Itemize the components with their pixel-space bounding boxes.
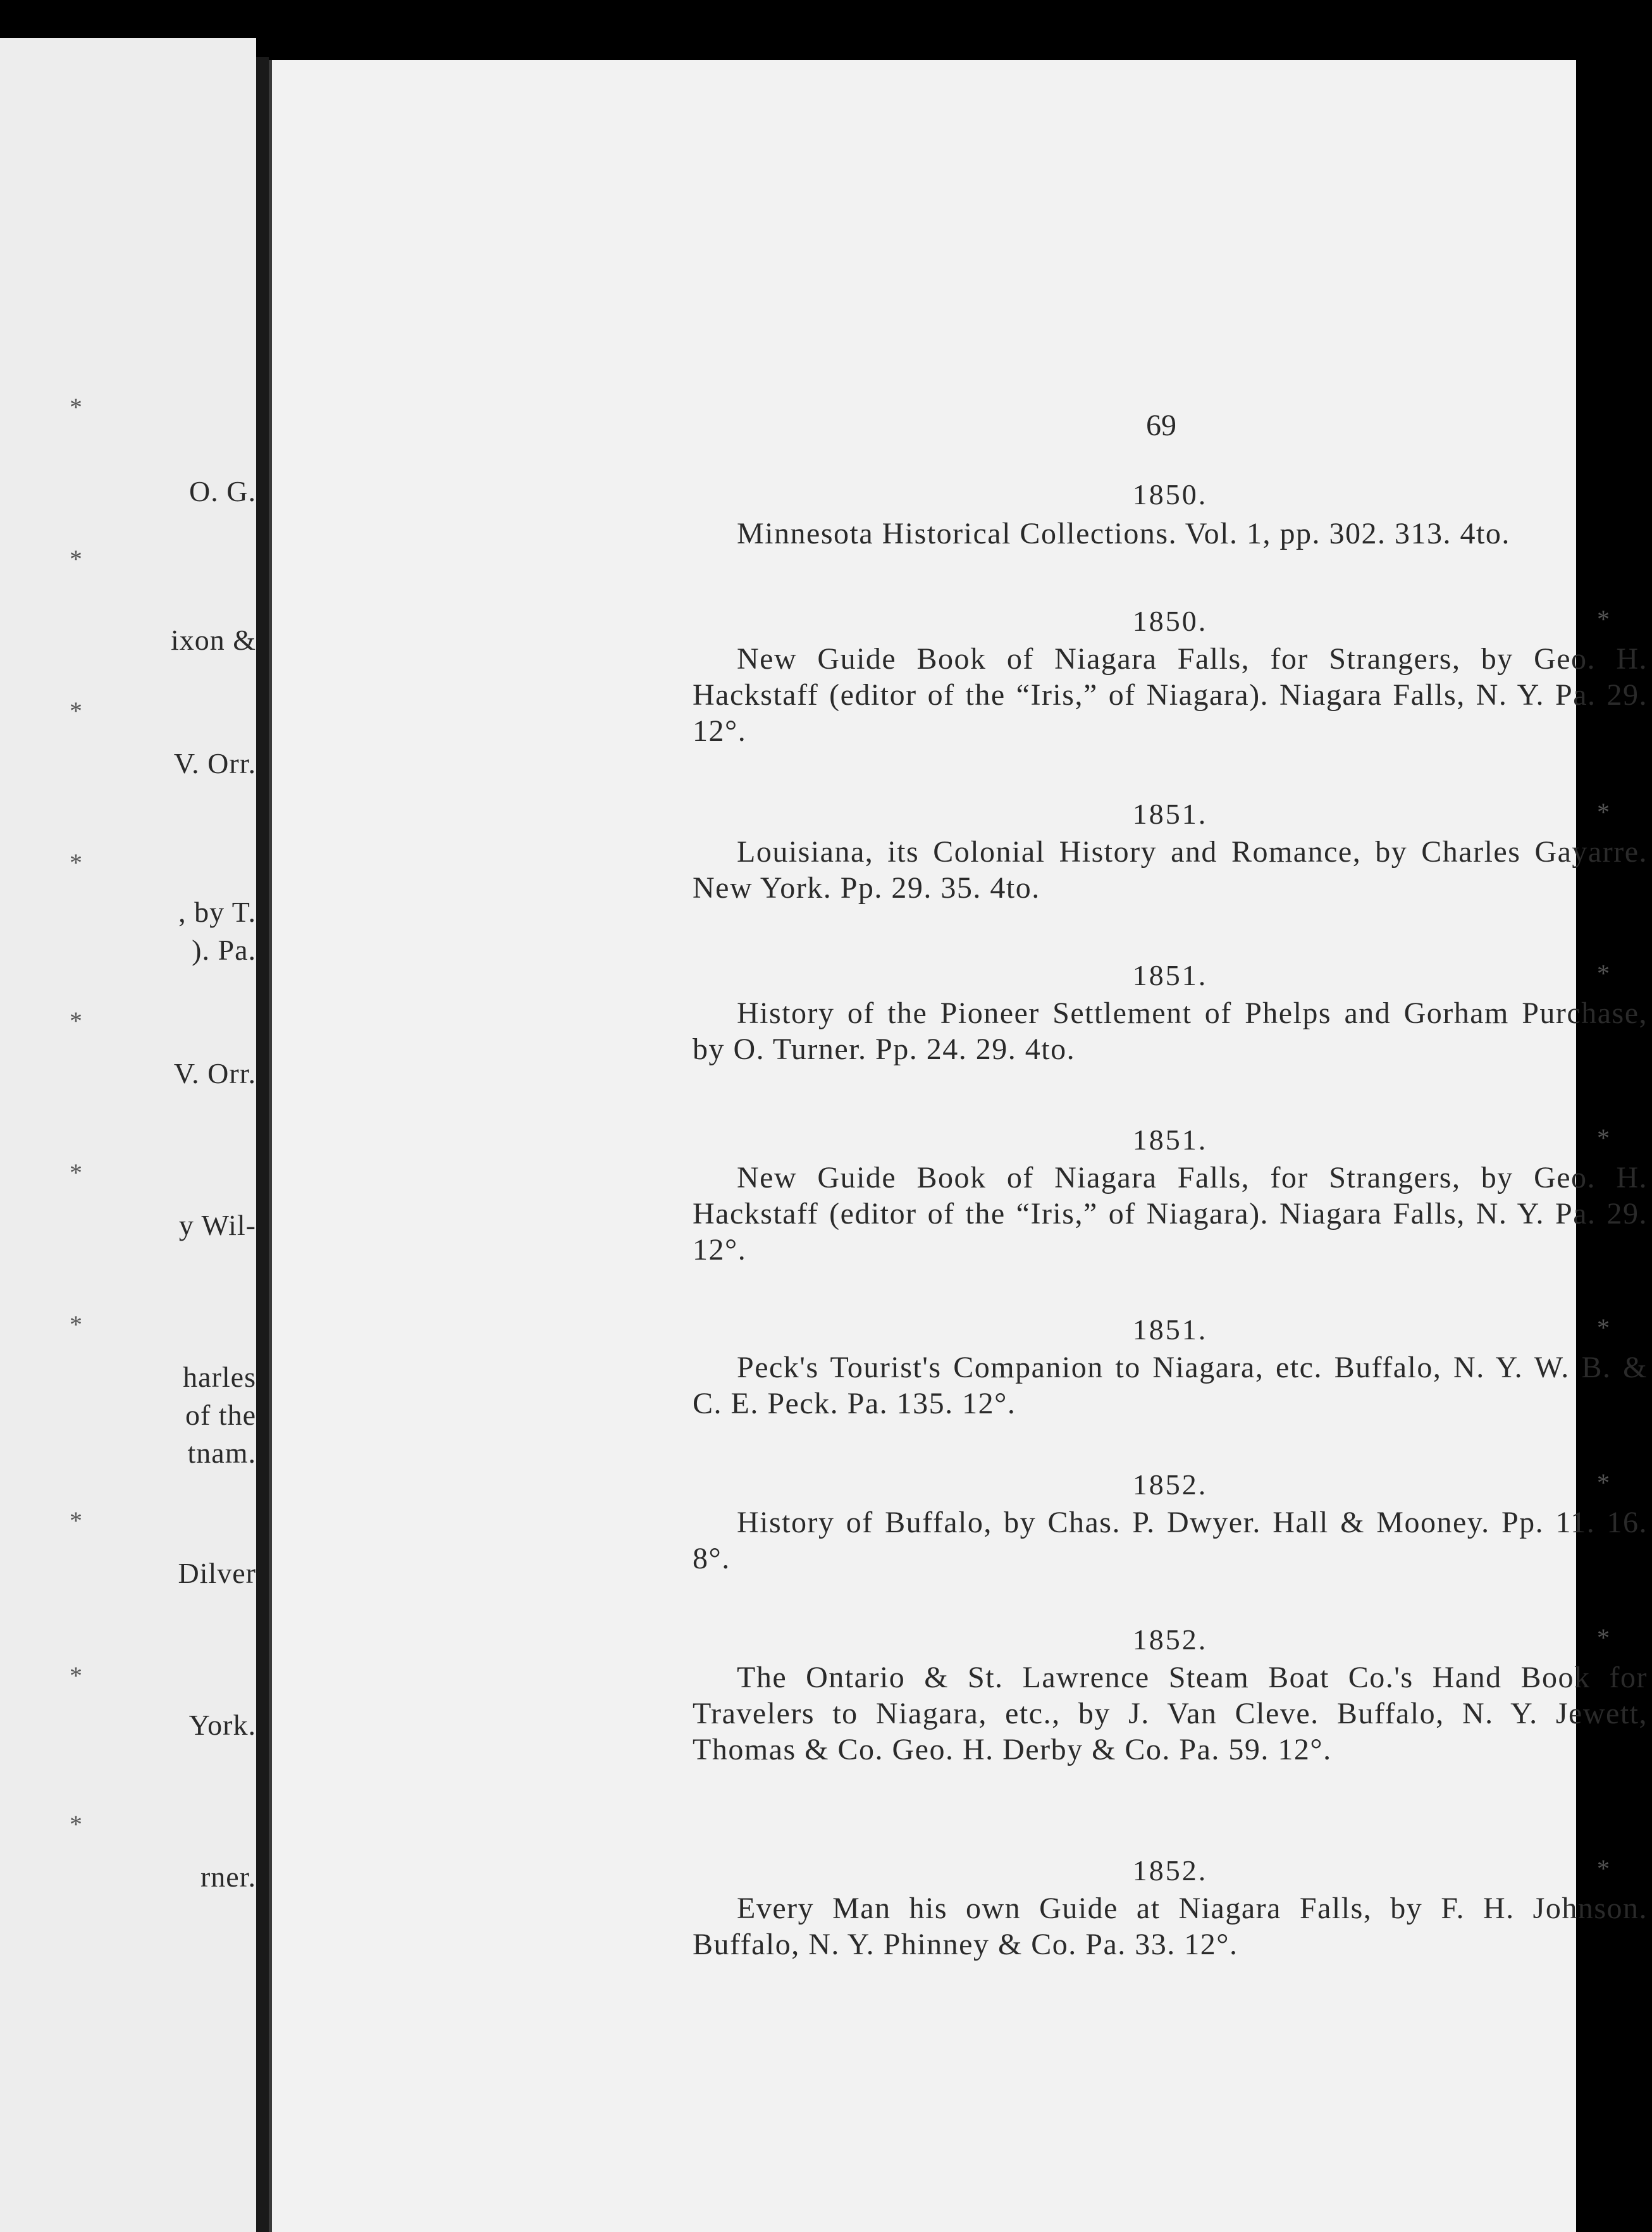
entry-asterisk: * [1597,1124,1610,1152]
entry-year: 1851. [1132,959,1208,991]
entry-year: 1851. [1132,1124,1208,1156]
left-star-7: * [70,1506,82,1535]
entry-text: Louisiana, its Colonial History and Romance, by Charles Gayarre. New York. Pp. 29. 35. 4to. [693,835,1648,905]
left-fragment-5: V. Orr. [173,1057,256,1089]
left-fragment-11: York. [188,1709,256,1741]
left-fragment-3: , by T. [178,896,256,928]
left-fragment-0: O. G. [189,475,256,507]
book-page [269,60,1648,2232]
entry-year: 1852. [1132,1623,1208,1656]
entry-asterisk: * [1597,1313,1610,1342]
entry-year: 1852. [1132,1468,1208,1501]
left-fragment-6: y Wil- [178,1209,256,1241]
entry-year: 1850. [1132,605,1208,637]
entry-asterisk: * [1597,1854,1610,1883]
entry-text: Peck's Tourist's Companion to Niagara, etc. Buffalo, N. Y. W. B. & C. E. Peck. Pa. 135. 12°. [693,1351,1648,1420]
entry-asterisk: * [1597,1468,1610,1497]
entry-text: Every Man his own Guide at Niagara Falls, by F. H. Johnson. Buffalo, N. Y. Phinney & Co. Pa. 33. 12°. [693,1892,1648,1961]
entry-year: 1852. [1132,1854,1208,1887]
left-fragment-4: ). Pa. [192,934,256,966]
entry-text: New Guide Book of Niagara Falls, for Strangers, by Geo. H. Hackstaff (editor of the “Iris,” of Niagara). Niagara Falls, N. Y. Pa. 29. 12°. [693,642,1648,748]
left-fragment-2: V. Orr. [173,747,256,779]
left-fragment-8: of the [185,1399,256,1431]
left-fragment-9: tnam. [187,1437,256,1469]
entry-asterisk: * [1597,959,1610,988]
entry-text: The Ontario & St. Lawrence Steam Boat Co.'s Hand Book for Travelers to Niagara, etc., by J. Van Cleve. Buffalo, N. Y. Jewett, Thomas & Co. Geo. H. Derby & Co. Pa. 59. 12°. [693,1661,1648,1766]
entry-text: History of Buffalo, by Chas. P. Dwyer. Hall & Mooney. Pp. 11. 16. 8°. [693,1506,1648,1575]
page-number: 69 [1146,409,1176,442]
left-fragment-7: harles [183,1361,256,1393]
entry-asterisk: * [1597,605,1610,633]
left-star-8: * [70,1661,82,1690]
left-page-fragment [0,38,256,2232]
left-star-0: * [70,393,82,421]
entry-year: 1851. [1132,1313,1208,1346]
left-star-6: * [70,1310,82,1339]
left-star-5: * [70,1158,82,1187]
entry-year: 1851. [1132,798,1208,830]
book-gutter [256,57,269,2232]
left-star-3: * [70,848,82,877]
entry-asterisk: * [1597,798,1610,826]
entry-text: History of the Pioneer Settlement of Phelps and Gorham Purchase, by O. Turner. Pp. 24. 29. 4to. [693,996,1648,1066]
left-fragment-10: Dilver [178,1557,256,1589]
left-star-1: * [70,545,82,573]
entry-text: Minnesota Historical Collections. Vol. 1, pp. 302. 313. 4to. [737,517,1510,550]
left-fragment-1: ixon & [170,624,256,656]
entry-year: 1850. [1132,478,1208,511]
left-star-4: * [70,1007,82,1035]
left-fragment-12: rner. [200,1861,256,1893]
entry-text: New Guide Book of Niagara Falls, for Strangers, by Geo. H. Hackstaff (editor of the “Iris,” of Niagara). Niagara Falls, N. Y. Pa. 29. 12°. [693,1161,1648,1267]
entry-asterisk: * [1597,1623,1610,1652]
left-star-2: * [70,697,82,725]
left-star-9: * [70,1810,82,1838]
